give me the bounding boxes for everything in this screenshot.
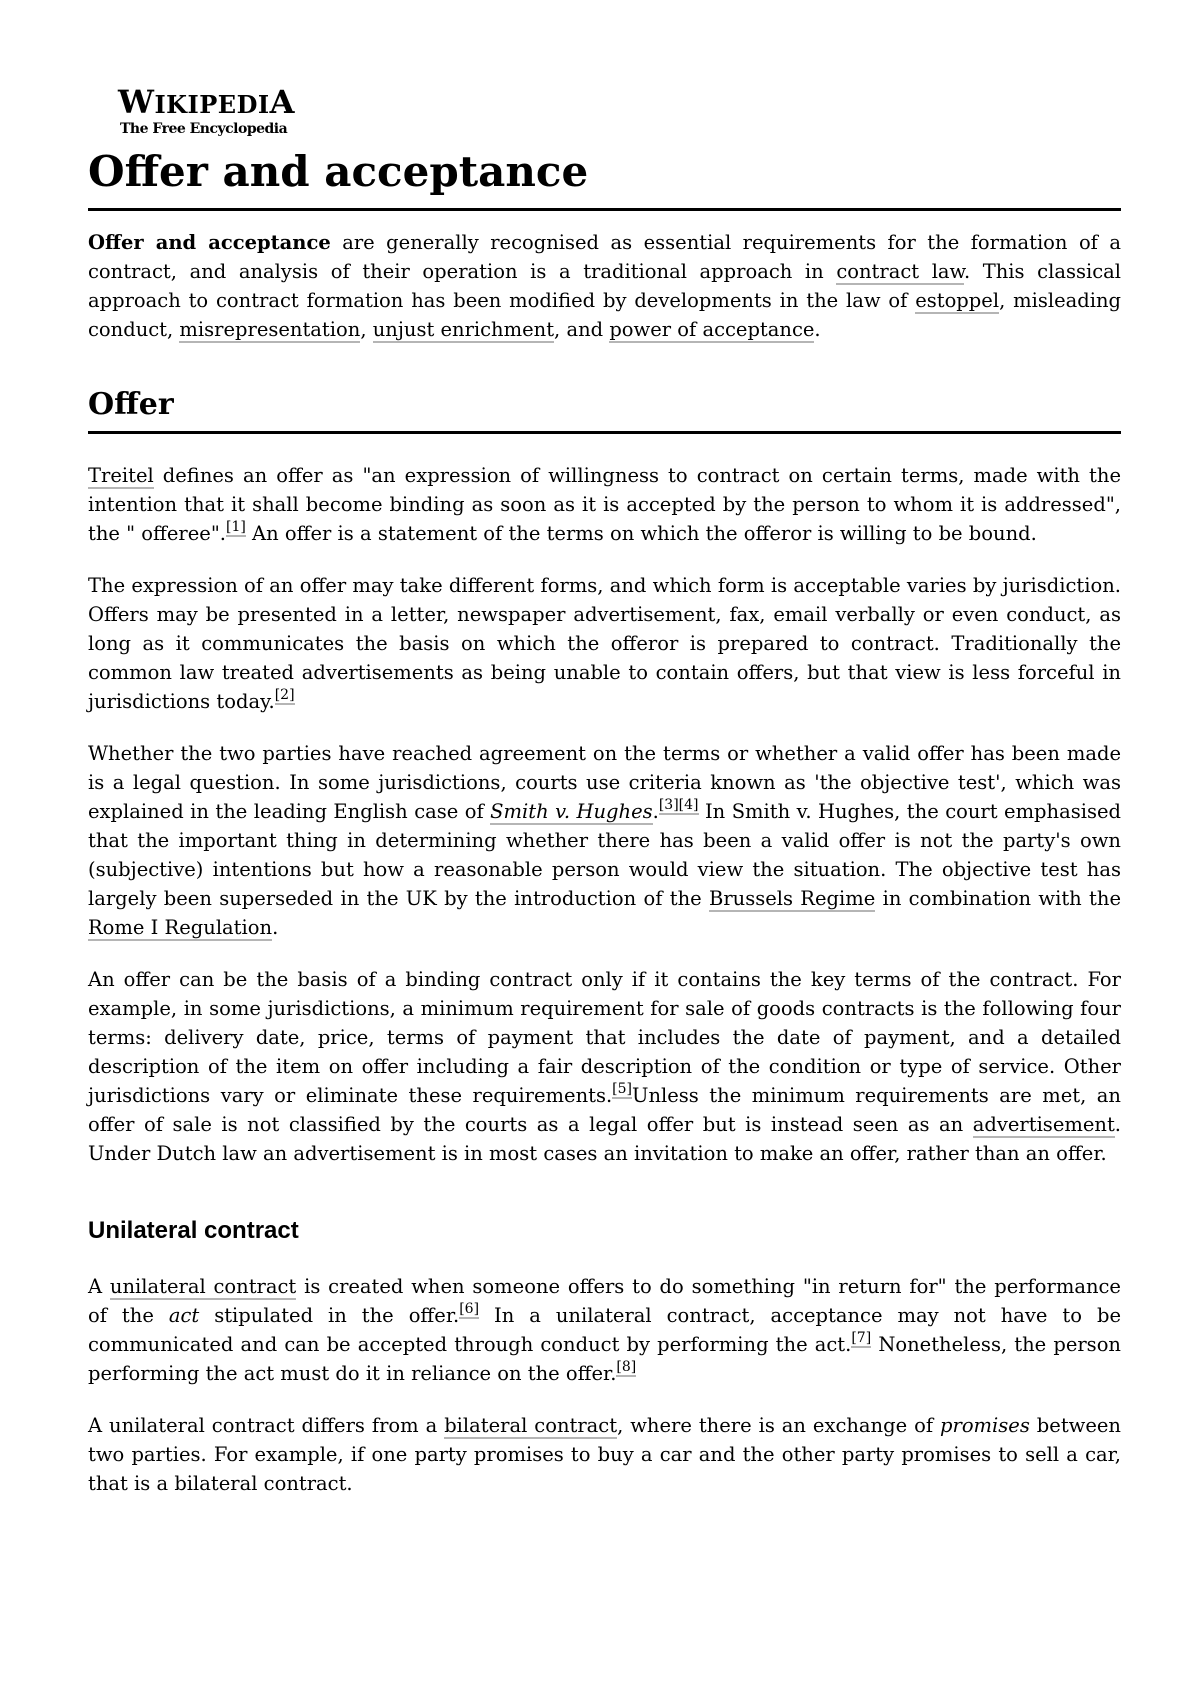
text: , bbox=[360, 318, 373, 341]
text: An offer is a statement of the terms on which the offeror is willing to be bound. bbox=[245, 522, 1037, 545]
text: A unilateral contract differs from a bbox=[88, 1414, 445, 1437]
ref-5-label[interactable]: [5] bbox=[612, 1081, 633, 1097]
logo-wordmark bbox=[118, 83, 318, 121]
ref-4[interactable] bbox=[679, 797, 699, 815]
ref-8-label[interactable]: [8] bbox=[616, 1359, 637, 1375]
link-bilateral-contract[interactable]: bilateral contract bbox=[444, 1414, 618, 1437]
ref-5[interactable] bbox=[612, 1081, 632, 1099]
offer-paragraph-2 bbox=[88, 571, 1121, 716]
logo-letters-mid: IKIPEDI bbox=[154, 90, 270, 119]
heading-unilateral-contract: Unilateral contract bbox=[88, 1217, 299, 1244]
ref-6[interactable] bbox=[459, 1301, 479, 1319]
link-unjust-enrichment[interactable]: unjust enrichment bbox=[372, 318, 555, 341]
ref-3[interactable] bbox=[659, 797, 679, 815]
unilateral-paragraph-1 bbox=[88, 1272, 1121, 1388]
offer-paragraph-3 bbox=[88, 739, 1121, 942]
link-estoppel[interactable]: estoppel bbox=[915, 289, 1000, 312]
text: The expression of an offer may take different forms, and which form is acceptable varies by jurisdiction. Offers may be presented in a letter, newspaper advertisement, fax, email verbally or even conduct, as long as it communicates the basis on which the offeror is prepared to contract. Traditionally the common law treated advertisements as being unable to contain offers, but that view is less forceful in jurisdictions today. bbox=[88, 574, 1121, 713]
text: In a unilateral contract, acceptance may not have to be communicated and can be accepted through conduct by performing the act. bbox=[88, 1304, 1121, 1356]
text: Whether the two parties have reached agreement on the terms or whether a valid offer has been made is a legal question. In some jurisdictions, courts use criteria known as 'the objective test', which was explained in the leading English case of bbox=[88, 742, 1121, 823]
emphasis-act: act bbox=[168, 1304, 200, 1327]
ref-4-label[interactable]: [4] bbox=[678, 797, 699, 813]
text: . bbox=[272, 916, 279, 939]
intro-bold-term: Offer and acceptance bbox=[88, 231, 331, 254]
text: in combination with the bbox=[875, 887, 1121, 910]
link-contract-law[interactable]: contract law bbox=[836, 260, 964, 283]
text: are generally recognised as essential requirements for the formation of a contract, and analysis of their operation is a traditional approach in bbox=[88, 231, 1121, 283]
link-advertisement[interactable]: advertisement bbox=[972, 1113, 1115, 1136]
text: is created when someone offers to do something "in return for" the performance of the bbox=[88, 1275, 1121, 1327]
ref-1[interactable] bbox=[226, 519, 246, 537]
logo-tagline: The Free Encyclopedia bbox=[120, 121, 288, 137]
text: , misleading conduct, bbox=[88, 289, 1121, 341]
page-title: Offer and acceptance bbox=[88, 140, 1121, 211]
link-rome-i-regulation[interactable]: Rome I Regulation bbox=[88, 916, 273, 939]
text: In Smith v. Hughes, the court emphasised that the important thing in determining whether there has been a valid offer is not the party's own (subjective) intentions but how a reasonable person would view the situation. The objective test has largely been superseded in the UK by the introduction of the bbox=[88, 800, 1121, 910]
link-power-of-acceptance[interactable]: power of acceptance bbox=[609, 318, 815, 341]
wikipedia-logo[interactable] bbox=[118, 83, 318, 137]
link-misrepresentation[interactable]: misrepresentation bbox=[179, 318, 361, 341]
ref-3-label[interactable]: [3] bbox=[658, 797, 679, 813]
emphasis-promises: promises bbox=[940, 1414, 1030, 1437]
heading-offer: Offer bbox=[88, 383, 1121, 434]
unilateral-paragraph-2 bbox=[88, 1411, 1121, 1498]
ref-2[interactable] bbox=[275, 687, 295, 705]
text: . Under Dutch law an advertisement is in most cases an invitation to make an offer, rather than an offer. bbox=[88, 1113, 1121, 1165]
text: . bbox=[814, 318, 821, 341]
text: Unless the minimum requirements are met, an offer of sale is not classified by the courts as a legal offer but is instead seen as an bbox=[88, 1084, 1121, 1136]
text: A bbox=[88, 1275, 110, 1298]
intro-paragraph bbox=[88, 228, 1121, 344]
text: , and bbox=[554, 318, 610, 341]
ref-2-label[interactable]: [2] bbox=[274, 687, 295, 703]
text: . This classical approach to contract formation has been modified by developments in the law of bbox=[88, 260, 1121, 312]
ref-6-label[interactable]: [6] bbox=[459, 1301, 480, 1317]
ref-7-label[interactable]: [7] bbox=[851, 1330, 872, 1346]
link-smith-v-hughes[interactable]: Smith v. Hughes bbox=[490, 800, 653, 823]
ref-8[interactable] bbox=[616, 1359, 636, 1377]
article-body bbox=[88, 228, 1121, 1521]
link-unilateral-contract[interactable]: unilateral contract bbox=[109, 1275, 297, 1298]
text: defines an offer as "an expression of willingness to contract on certain terms, made with the intention that it shall become binding as soon as it is accepted by the person to whom it is addressed", the " offeree". bbox=[88, 464, 1121, 545]
ref-7[interactable] bbox=[851, 1330, 871, 1348]
link-brussels-regime[interactable]: Brussels Regime bbox=[708, 887, 876, 910]
text: stipulated in the offer. bbox=[199, 1304, 460, 1327]
text: , where there is an exchange of bbox=[617, 1414, 941, 1437]
text: between two parties. For example, if one party promises to buy a car and the other party promises to sell a car, that is a bilateral contract. bbox=[88, 1414, 1121, 1495]
logo-letter-first: W bbox=[118, 83, 155, 121]
offer-paragraph-1 bbox=[88, 461, 1121, 548]
text: . bbox=[652, 800, 659, 823]
offer-paragraph-4 bbox=[88, 965, 1121, 1168]
logo-letter-last: A bbox=[269, 83, 295, 121]
ref-1-label[interactable]: [1] bbox=[226, 519, 246, 535]
link-treitel[interactable]: Treitel bbox=[88, 464, 154, 487]
text: Nonetheless, the person performing the act must do it in reliance on the offer. bbox=[88, 1333, 1121, 1385]
text: An offer can be the basis of a binding contract only if it contains the key terms of the contract. For example, in some jurisdictions, a minimum requirement for sale of goods contracts is the following four terms: delivery date, price, terms of payment that includes the date of payment, and a detailed description of the item on offer including a fair description of the condition or type of service. Other jurisdictions vary or eliminate these requirements. bbox=[88, 968, 1121, 1107]
